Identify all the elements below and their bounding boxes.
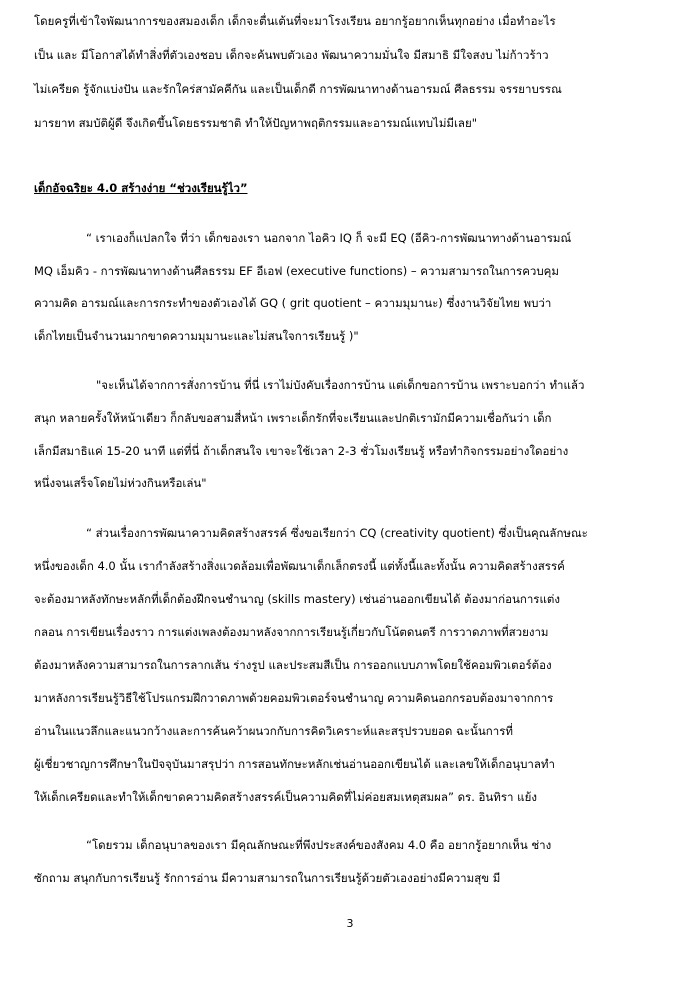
paragraph-4-line-7: อ่านในแนวลึกและแนวกว้างและการค้นคว้าผนวกกับการคิดวิเคราะห์และสรุปรวบยอด ฉะนั้นการที่ [34,724,513,738]
paragraph-1-line-3: ไม่เครียด รู้จักแบ่งปัน และรักใคร่สามัคคีกัน และเป็นเด็กดี การพัฒนาทางด้านอารมณ์ ศีลธรรม จรรยาบรรณ [34,82,562,96]
section-heading: เด็กอัจฉริยะ 4.0 สร้างง่าย “ช่วงเรียนรู้ไว” [34,181,248,195]
paragraph-4-line-4: กลอน การเขียนเรื่องราว การแต่งเพลงต้องมาหลังจากการเรียนรู้เกี่ยวกับโน้ตดนตรี การวาดภาพที่สวยงาม [34,625,549,639]
paragraph-3-line-3: เล็กมีสมาธิแค่ 15-20 นาที แต่ที่นี่ ถ้าเด็กสนใจ เขาจะใช้เวลา 2-3 ชั่วโมงเรียนรู้ หรือทำกิจกรรมอย่างใดอย่าง [34,444,569,458]
paragraph-4-line-9: ให้เด็กเครียดและทำให้เด็กขาดความคิดสร้างสรรค์เป็นความคิดที่ไม่ค่อยสมเหตุสมผล” ดร. อินทิรา แย้ง [34,790,537,804]
paragraph-5-line-2: ซักถาม สนุกกับการเรียนรู้ รักการอ่าน มีความสามารถในการเรียนรู้ด้วยตัวเองอย่างมีความสุข มี [34,871,501,885]
paragraph-2-line-1: “ เราเองก็แปลกใจ ที่ว่า เด็กของเรา นอกจาก ไอคิว IQ ก็ จะมี EQ (อีคิว-การพัฒนาทางด้านอารมณ์ [86,231,572,245]
paragraph-1-line-2: เป็น และ มีโอกาสได้ทำสิ่งที่ตัวเองชอบ เด็กจะค้นพบตัวเอง พัฒนาความมั่นใจ มีสมาธิ มีใจสงบ ไม่ก้าวร้าว [34,48,549,62]
paragraph-4-line-6: มาหลังการเรียนรู้วิธีใช้โปรแกรมฝึกวาดภาพด้วยคอมพิวเตอร์จนชำนาญ ความคิดนอกกรอบต้องมาจากการ [34,691,554,705]
paragraph-1-line-1: โดยครูที่เข้าใจพัฒนาการของสมองเด็ก เด็กจะตื่นเต้นที่จะมาโรงเรียน อยากรู้อยากเห็นทุกอย่าง เมื่อทำอะไร [34,14,556,28]
paragraph-3-line-1: "จะเห็นได้จากการสั่งการบ้าน ที่นี่ เราไม่บังคับเรื่องการบ้าน แต่เด็กขอการบ้าน เพราะบอกว่า ทำแล้ว [96,378,585,392]
paragraph-2-line-2: MQ เอ็มคิว - การพัฒนาทางด้านศีลธรรม EF อีเอฟ (executive functions) – ความสามารถในการควบคุม [34,264,559,278]
paragraph-2-line-4: เด็กไทยเป็นจำนวนมากขาดความมุมานะและไม่สนใจการเรียนรู้ )" [34,329,359,343]
paragraph-2-line-3: ความคิด อารมณ์และการกระทำของตัวเองได้ GQ ( grit quotient – ความมุมานะ) ซึ่งงานวิจัยไทย พบว่า [34,296,552,310]
paragraph-5-line-1: “โดยรวม เด็กอนุบาลของเรา มีคุณลักษณะที่พึงประสงค์ของสังคม 4.0 คือ อยากรู้อยากเห็น ช่าง [86,838,552,852]
page-number: 3 [346,917,354,930]
paragraph-3-line-4: หนึ่งจนเสร็จโดยไม่ห่วงกินหรือเล่น" [34,476,207,490]
paragraph-4-line-5: ต้องมาหลังความสามารถในการลากเส้น ร่างรูป และประสมสีเป็น การออกแบบภาพโดยใช้คอมพิวเตอร์ต้อง [34,658,552,672]
paragraph-3-line-2: สนุก หลายครั้งให้หน้าเดียว ก็กลับขอสามสี่หน้า เพราะเด็กรักที่จะเรียนและปกติเรามักมีความเชื่อกันว่า เด็ก [34,411,552,425]
paragraph-1-line-4: มารยาท สมบัติผู้ดี จึงเกิดขึ้นโดยธรรมชาติ ทำให้ปัญหาพฤติกรรมและอารมณ์แทบไม่มีเลย" [34,116,477,130]
paragraph-4-line-3: จะต้องมาหลังทักษะหลักที่เด็กต้องฝึกจนชำนาญ (skills mastery) เช่นอ่านออกเขียนได้ ต้องมาก่อนการแต่ง [34,592,560,606]
paragraph-4-line-8: ผู้เชี่ยวชาญการศึกษาในปัจจุบันมาสรุปว่า การสอนทักษะหลักเช่นอ่านออกเขียนได้ และเลขให้เด็กอนุบาลทำ [34,757,555,771]
paragraph-4-line-2: หนึ่งของเด็ก 4.0 นั้น เรากำลังสร้างสิ่งแวดล้อมเพื่อพัฒนาเด็กเล็กตรงนี้ แต่ทั้งนี้และทั้งนั้น ความคิดสร้างสรรค์ [34,559,565,573]
paragraph-4-line-1: “ ส่วนเรื่องการพัฒนาความคิดสร้างสรรค์ ซึ่งขอเรียกว่า CQ (creativity quotient) ซึ่งเป็นคุณลักษณะ [86,526,588,540]
